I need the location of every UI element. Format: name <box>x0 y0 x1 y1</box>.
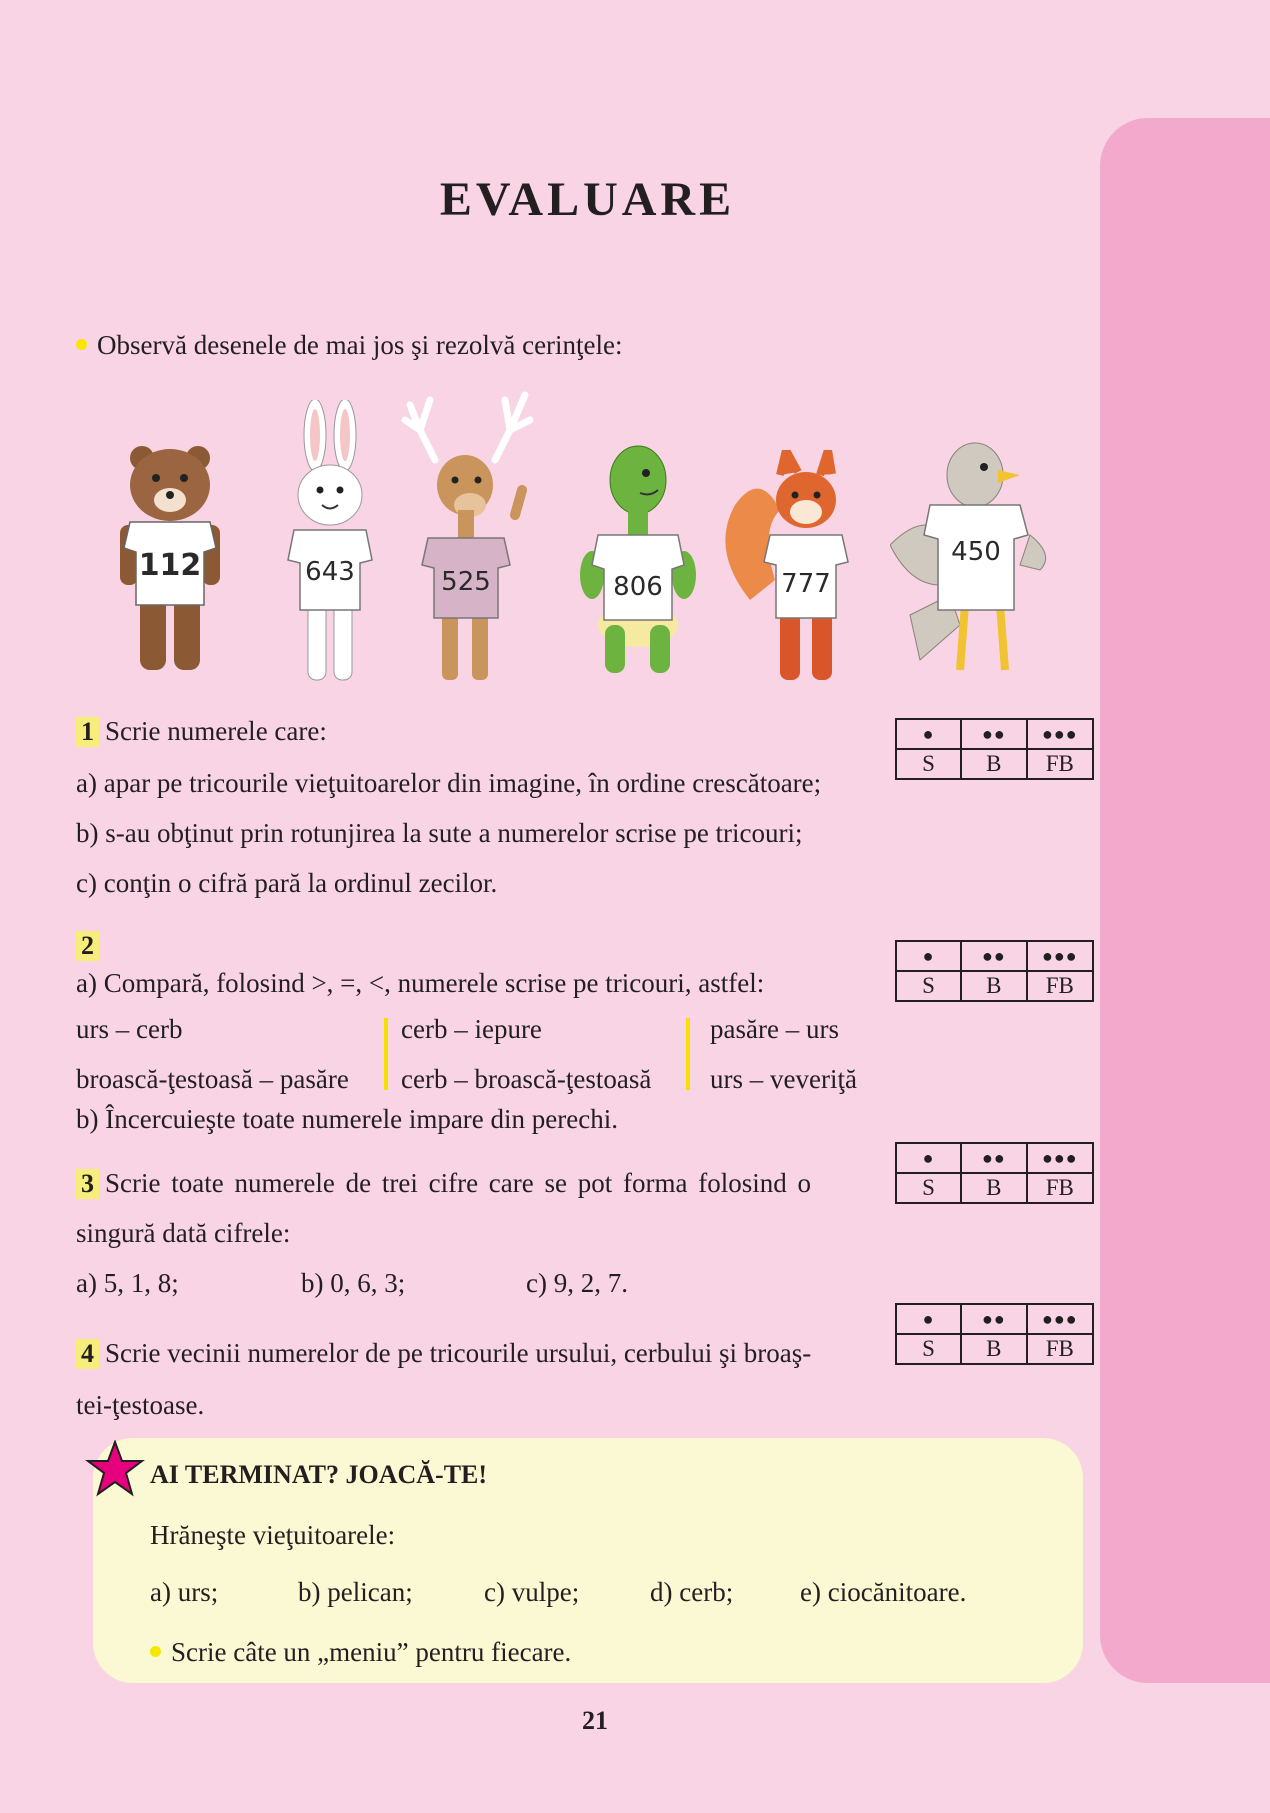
turtle-number: 806 <box>613 572 663 602</box>
column-divider <box>384 1018 388 1090</box>
bonus-item: b) pelican; <box>298 1577 413 1607</box>
grade-dot3: ●●● <box>1027 1304 1093 1334</box>
ex3-a: a) 5, 1, 8; <box>76 1268 179 1298</box>
grade-s: S <box>896 1334 961 1364</box>
grade-dot2: ●● <box>961 1143 1027 1173</box>
grade-fb: FB <box>1027 1334 1093 1364</box>
squirrel-number: 777 <box>781 569 831 599</box>
ex3-heading <box>76 1168 811 1199</box>
ex4-heading <box>76 1338 811 1369</box>
grade-dot2: ●● <box>961 1304 1027 1334</box>
pair-1-3: pasăre – urs <box>710 1014 839 1044</box>
grade-table-4 <box>895 1303 1094 1365</box>
grade-dot3: ●●● <box>1027 1143 1093 1173</box>
side-tab <box>1100 118 1270 1683</box>
grade-table-2 <box>895 940 1094 1002</box>
grade-b: B <box>961 1334 1027 1364</box>
grade-fb: FB <box>1027 749 1093 779</box>
ex3-text2: singură dată cifrele: <box>76 1218 291 1248</box>
bird-number: 450 <box>951 537 1001 567</box>
grade-s: S <box>896 971 961 1001</box>
page-title: EVALUARE <box>439 173 736 226</box>
rabbit-number: 643 <box>305 557 355 587</box>
grade-dot3: ●●● <box>1027 719 1093 749</box>
turtle-icon <box>580 435 700 680</box>
ex3-text: Scrie toate numerele de trei cifre care se pot forma folosind o <box>105 1168 811 1198</box>
grade-fb: FB <box>1027 971 1093 1001</box>
bonus-line3 <box>150 1637 571 1668</box>
ex2-b: b) Încercuieşte toate numerele impare din perechi. <box>76 1104 618 1134</box>
ex3-number: 3 <box>76 1169 99 1199</box>
grade-dot2: ●● <box>961 941 1027 971</box>
grade-s: S <box>896 1173 961 1203</box>
animals-illustration <box>110 390 1100 700</box>
ex1-c: c) conţin o cifră pară la ordinul zecilor. <box>76 868 498 898</box>
ex1-number: 1 <box>76 717 99 747</box>
intro-text: Observă desenele de mai jos şi rezolvă cerinţele: <box>97 330 623 360</box>
grade-dot1: ● <box>896 719 961 749</box>
grade-b: B <box>961 971 1027 1001</box>
ex2-a: a) Compară, folosind >, =, <, numerele scrise pe tricouri, astfel: <box>76 968 765 998</box>
page-number: 21 <box>582 1706 608 1735</box>
grade-dot1: ● <box>896 941 961 971</box>
deer-number: 525 <box>441 567 491 597</box>
ex3-b: b) 0, 6, 3; <box>301 1268 406 1298</box>
grade-b: B <box>961 749 1027 779</box>
star-icon <box>85 1440 145 1498</box>
bonus-item: a) urs; <box>150 1577 219 1607</box>
grade-s: S <box>896 749 961 779</box>
grade-dot1: ● <box>896 1143 961 1173</box>
grade-table-3 <box>895 1142 1094 1204</box>
grade-dot1: ● <box>896 1304 961 1334</box>
grade-b: B <box>961 1173 1027 1203</box>
bonus-item: d) cerb; <box>650 1577 734 1607</box>
deer-icon <box>400 390 550 685</box>
ex1-a: a) apar pe tricourile vieţuitoarelor din imagine, în ordine crescătoare; <box>76 768 822 798</box>
intro-line <box>76 330 623 361</box>
grade-table-1 <box>895 718 1094 780</box>
ex4-text: Scrie vecinii numerelor de pe tricourile ursului, cerbului şi broaş- <box>105 1338 812 1368</box>
bear-number: 112 <box>138 548 202 583</box>
bonus-title: AI TERMINAT? JOACĂ-TE! <box>150 1460 488 1489</box>
ex2-number: 2 <box>76 931 99 961</box>
bear-icon <box>120 440 240 680</box>
pair-2-1: broască-ţestoasă – pasăre <box>76 1064 349 1094</box>
rabbit-icon <box>280 400 380 685</box>
column-divider <box>686 1018 690 1090</box>
grade-fb: FB <box>1027 1173 1093 1203</box>
grade-dot3: ●●● <box>1027 941 1093 971</box>
pair-2-2: cerb – broască-ţestoasă <box>401 1064 652 1094</box>
bullet-icon <box>150 1646 161 1657</box>
ex2-heading <box>76 930 105 961</box>
ex3-c: c) 9, 2, 7. <box>526 1268 628 1298</box>
bird-icon <box>890 435 1060 680</box>
grade-dot2: ●● <box>961 719 1027 749</box>
bonus-item: c) vulpe; <box>484 1577 580 1607</box>
ex4-text2: tei-ţestoase. <box>76 1390 205 1420</box>
bullet-icon <box>76 339 87 350</box>
pair-2-3: urs – veveriţă <box>710 1064 857 1094</box>
ex1-b: b) s-au obţinut prin rotunjirea la sute a numerelor scrise pe tricouri; <box>76 818 803 848</box>
squirrel-icon <box>720 450 860 685</box>
bonus-line3-text: Scrie câte un „meniu” pentru fiecare. <box>171 1637 572 1667</box>
ex1-heading <box>76 716 327 747</box>
ex4-number: 4 <box>76 1339 99 1369</box>
ex1-text: Scrie numerele care: <box>105 716 327 746</box>
bonus-item: e) ciocănitoare. <box>800 1577 967 1607</box>
bonus-line1: Hrăneşte vieţuitoarele: <box>150 1520 396 1550</box>
pair-1-1: urs – cerb <box>76 1014 183 1044</box>
pair-1-2: cerb – iepure <box>401 1014 542 1044</box>
